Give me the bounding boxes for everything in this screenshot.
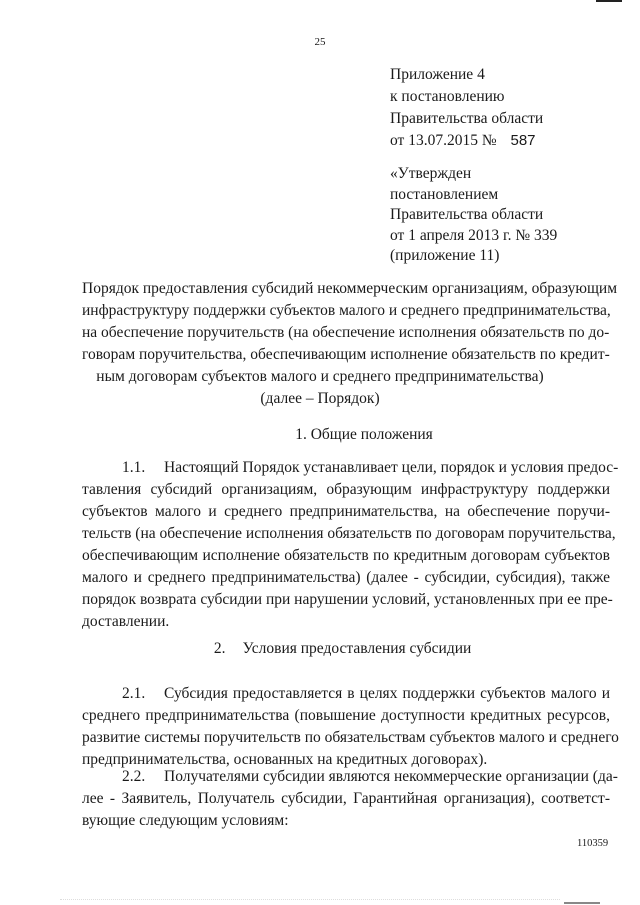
scan-edge xyxy=(60,899,560,901)
paragraph-line: субъектов малого и среднего предпринимательства, на обеспечение поручи- xyxy=(82,503,610,520)
paragraph-line: тельств (на обеспечение исполнения обязательств по договорам поручительства, xyxy=(82,525,616,542)
document-title xyxy=(82,278,618,410)
paragraph-line: порядок возврата субсидии при нарушении условий, установленных при ее пре- xyxy=(82,591,613,608)
approved-line: Правительства области xyxy=(390,206,544,223)
approved-line: от 1 апреля 2013 г. № 339 xyxy=(390,226,558,244)
section-number: 2. xyxy=(213,640,226,657)
title-line: на обеспечение поручительств (на обеспечение исполнения обязательств по до- xyxy=(82,324,610,341)
paragraph-number: 2.1. xyxy=(122,685,146,702)
section-title: Условия предоставления субсидии xyxy=(242,640,472,657)
scan-mark xyxy=(564,902,600,904)
page-number: 25 xyxy=(314,36,326,48)
paragraph-line: малого и среднего предпринимательства) (далее - субсидии, субсидия), также xyxy=(82,569,610,586)
paragraph-line: 1.1. Настоящий Порядок устанавливает цели, порядок и условия предос- xyxy=(82,457,610,479)
title-line: говорам поручительства, обеспечивающим исполнение обязательств по кредит- xyxy=(82,346,610,363)
paragraph-line: 2.1. Субсидия предоставляется в целях поддержки субъектов малого и xyxy=(82,683,610,705)
paragraph-line: доставлении. xyxy=(82,613,170,630)
title-line: инфраструктуру поддержки субъектов малого и среднего предпринимательства, xyxy=(82,302,611,319)
paragraph-line: лее - Заявитель, Получатель субсидии, Гарантийная организация), соответст- xyxy=(82,790,610,807)
annex-date: от 13.07.2015 № xyxy=(390,132,497,149)
paragraph-2-2 xyxy=(82,766,618,832)
section-1-heading: 1. Общие положения xyxy=(295,426,433,443)
section-2-heading xyxy=(14,640,640,658)
approved-line: «Утвержден xyxy=(390,165,472,182)
paragraph-number: 1.1. xyxy=(122,459,146,476)
decree-number: 587 xyxy=(510,132,536,149)
annex-date-line xyxy=(390,130,543,152)
approved-line: (приложение 11) xyxy=(390,247,500,264)
title-line: Порядок предоставления субсидий некоммерческим организациям, образующим xyxy=(82,280,618,297)
annex-line: Приложение 4 xyxy=(390,66,485,83)
paragraph-line: обеспечивающим исполнение обязательств по кредитным договорам субъектов xyxy=(82,547,610,564)
paragraph-1-1 xyxy=(82,457,619,633)
paragraph-number: 2.2. xyxy=(122,768,146,785)
paragraph-line: 2.2. Получателями субсидии являются некоммерческие организации (да- xyxy=(82,766,610,788)
title-line: ным договорам субъектов малого и среднего предпринимательства) xyxy=(96,368,544,385)
paragraph-line: предпринимательства, основанных на кредитных договорах). xyxy=(82,751,488,768)
paragraph-line: вующие следующим условиям: xyxy=(82,812,289,829)
approved-block xyxy=(390,164,557,267)
paragraph-2-1 xyxy=(82,683,619,771)
annex-line: к постановлению xyxy=(390,88,505,105)
document-code: 110359 xyxy=(577,838,609,849)
annex-block xyxy=(390,64,543,152)
annex-line: Правительства области xyxy=(390,110,544,127)
scan-mark xyxy=(596,0,622,2)
paragraph-line: развитие системы поручительств по обязательствам субъектов малого и среднего xyxy=(82,729,619,746)
paragraph-line: среднего предпринимательства (повышение доступности кредитных ресурсов, xyxy=(82,707,610,724)
approved-line: постановлением xyxy=(390,185,499,203)
paragraph-line: тавления субсидий организациям, образующим инфраструктуру поддержки xyxy=(82,481,610,498)
title-line: (далее – Порядок) xyxy=(260,390,380,407)
